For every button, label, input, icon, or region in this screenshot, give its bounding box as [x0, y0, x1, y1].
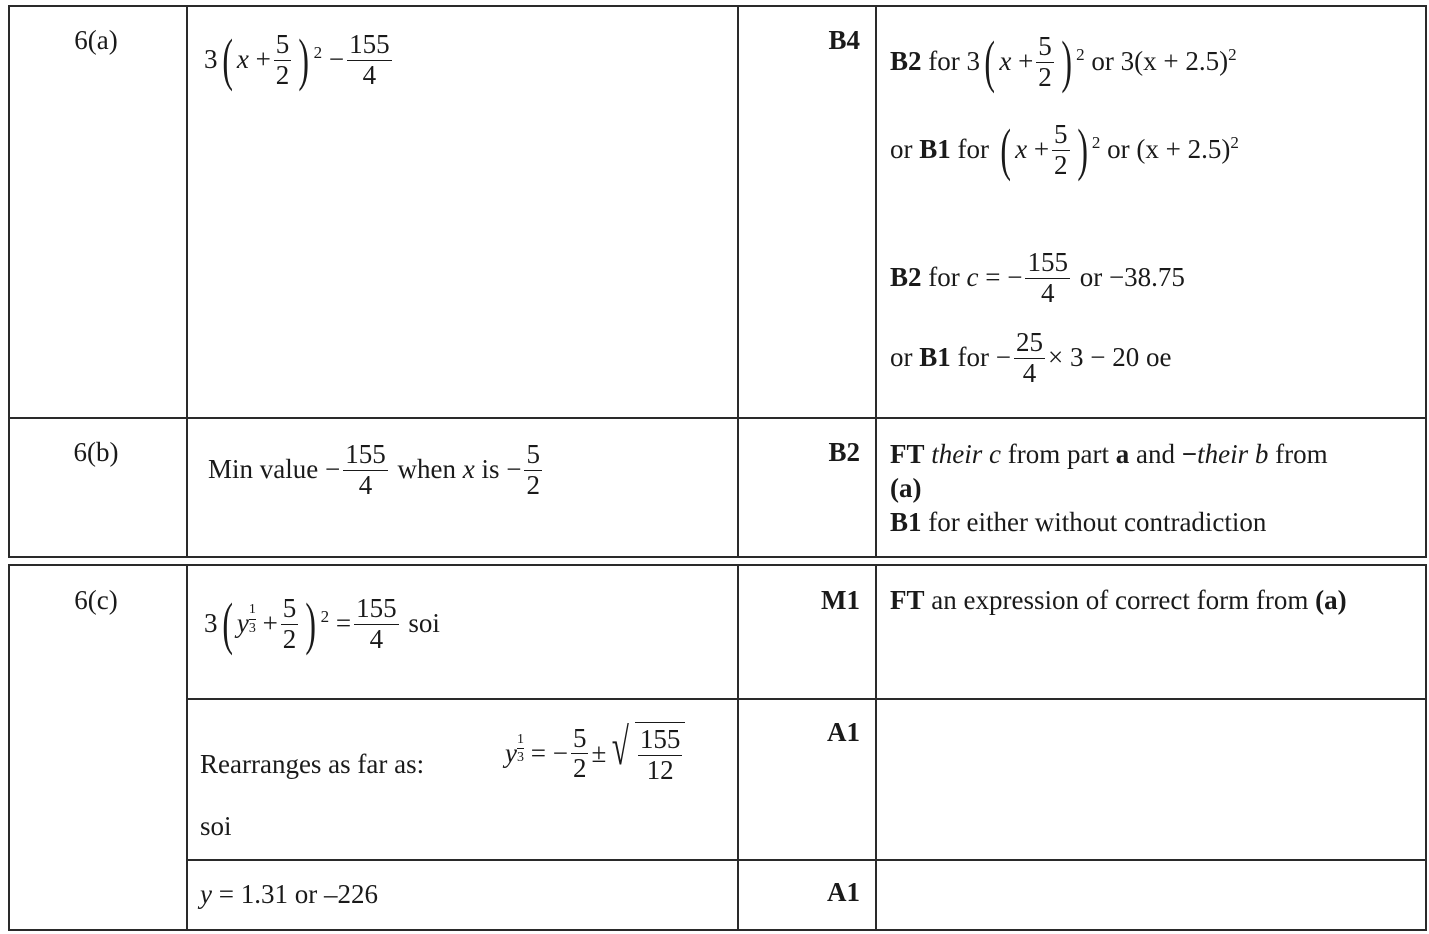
- rule-top: [8, 5, 1427, 7]
- guidance-6a-line1: B2 for 3 ( x + $\frac{5}{2}$ ) 2 or 3(x + 2.5) 2: [890, 29, 1237, 95]
- col-mark-guid: [875, 5, 877, 557]
- mark-6b: B2: [828, 437, 860, 467]
- rule-c2-c3: [186, 859, 1427, 861]
- mark-6c-1: M1: [821, 585, 860, 615]
- question-number-6a: 6(a): [74, 25, 118, 55]
- col-ans-mark: [737, 5, 739, 557]
- guidance-6c-1: FT an expression of correct form from (a): [890, 585, 1347, 615]
- guidance-6a-line4: or B1 for − $\frac{25}{4}$ × 3 − 20 oe: [890, 327, 1172, 388]
- rule-a-b: [8, 417, 1427, 419]
- rule-c1-c2: [186, 698, 1427, 700]
- fraction: $\frac{155}{4}$: [349, 29, 390, 90]
- rule-bottom: [8, 929, 1427, 931]
- col-ans-mark-c: [737, 564, 739, 930]
- square-root: √ $\frac{155}{12}$: [606, 722, 685, 785]
- rule-c-top: [8, 564, 1427, 566]
- col-q-ans: [186, 5, 188, 557]
- answer-6c-step2-soi: soi: [200, 811, 232, 841]
- mark-6c-2: A1: [827, 717, 860, 747]
- col-left-edge-c: [8, 564, 10, 930]
- col-right-edge: [1425, 5, 1427, 557]
- guidance-6b: FT their c from part a and −their b from (a) B1 for either without contradiction: [890, 439, 1328, 537]
- mark-6a: B4: [828, 25, 860, 55]
- guidance-6a-line2: or B1 for ( x + $\frac{5}{2}$ ) 2 or (x + 2.5) 2: [890, 117, 1239, 183]
- answer-6c-step2-label: Rearranges as far as:: [200, 749, 425, 779]
- question-number-6b: 6(b): [73, 437, 119, 467]
- question-number-6c: 6(c): [74, 585, 118, 615]
- col-q-ans-c: [186, 564, 188, 930]
- answer-6c-step1: 3 ( y 1 3 + $\frac{5}{2}$ ) 2 = $\frac{155}{4}$ soi: [204, 591, 440, 657]
- mark-6c-3: A1: [827, 877, 860, 907]
- col-left-edge: [8, 5, 10, 557]
- open-paren: (: [221, 27, 233, 93]
- answer-6a: 3 ( x + $\frac{5}{2}$ ) 2 − $\frac{155}{4}$: [204, 27, 390, 93]
- col-right-edge-c: [1425, 564, 1427, 930]
- rule-b-bottom: [8, 556, 1427, 558]
- col-mark-guid-c: [875, 564, 877, 930]
- answer-6c-step3: y = 1.31 or –226: [200, 879, 378, 909]
- answer-6b: Min value − $\frac{155}{4}$ when x is − $\frac{5}{2}$: [208, 439, 540, 500]
- answer-6c-step2-expr: y 1 3 = − $\frac{5}{2}$ ± √ $\frac{155}{12}$: [505, 722, 685, 785]
- close-paren: ): [298, 27, 310, 93]
- guidance-6a-line3: B2 for c = − $\frac{155}{4}$ or −38.75: [890, 247, 1185, 308]
- fraction: $\frac{5}{2}$: [275, 29, 290, 90]
